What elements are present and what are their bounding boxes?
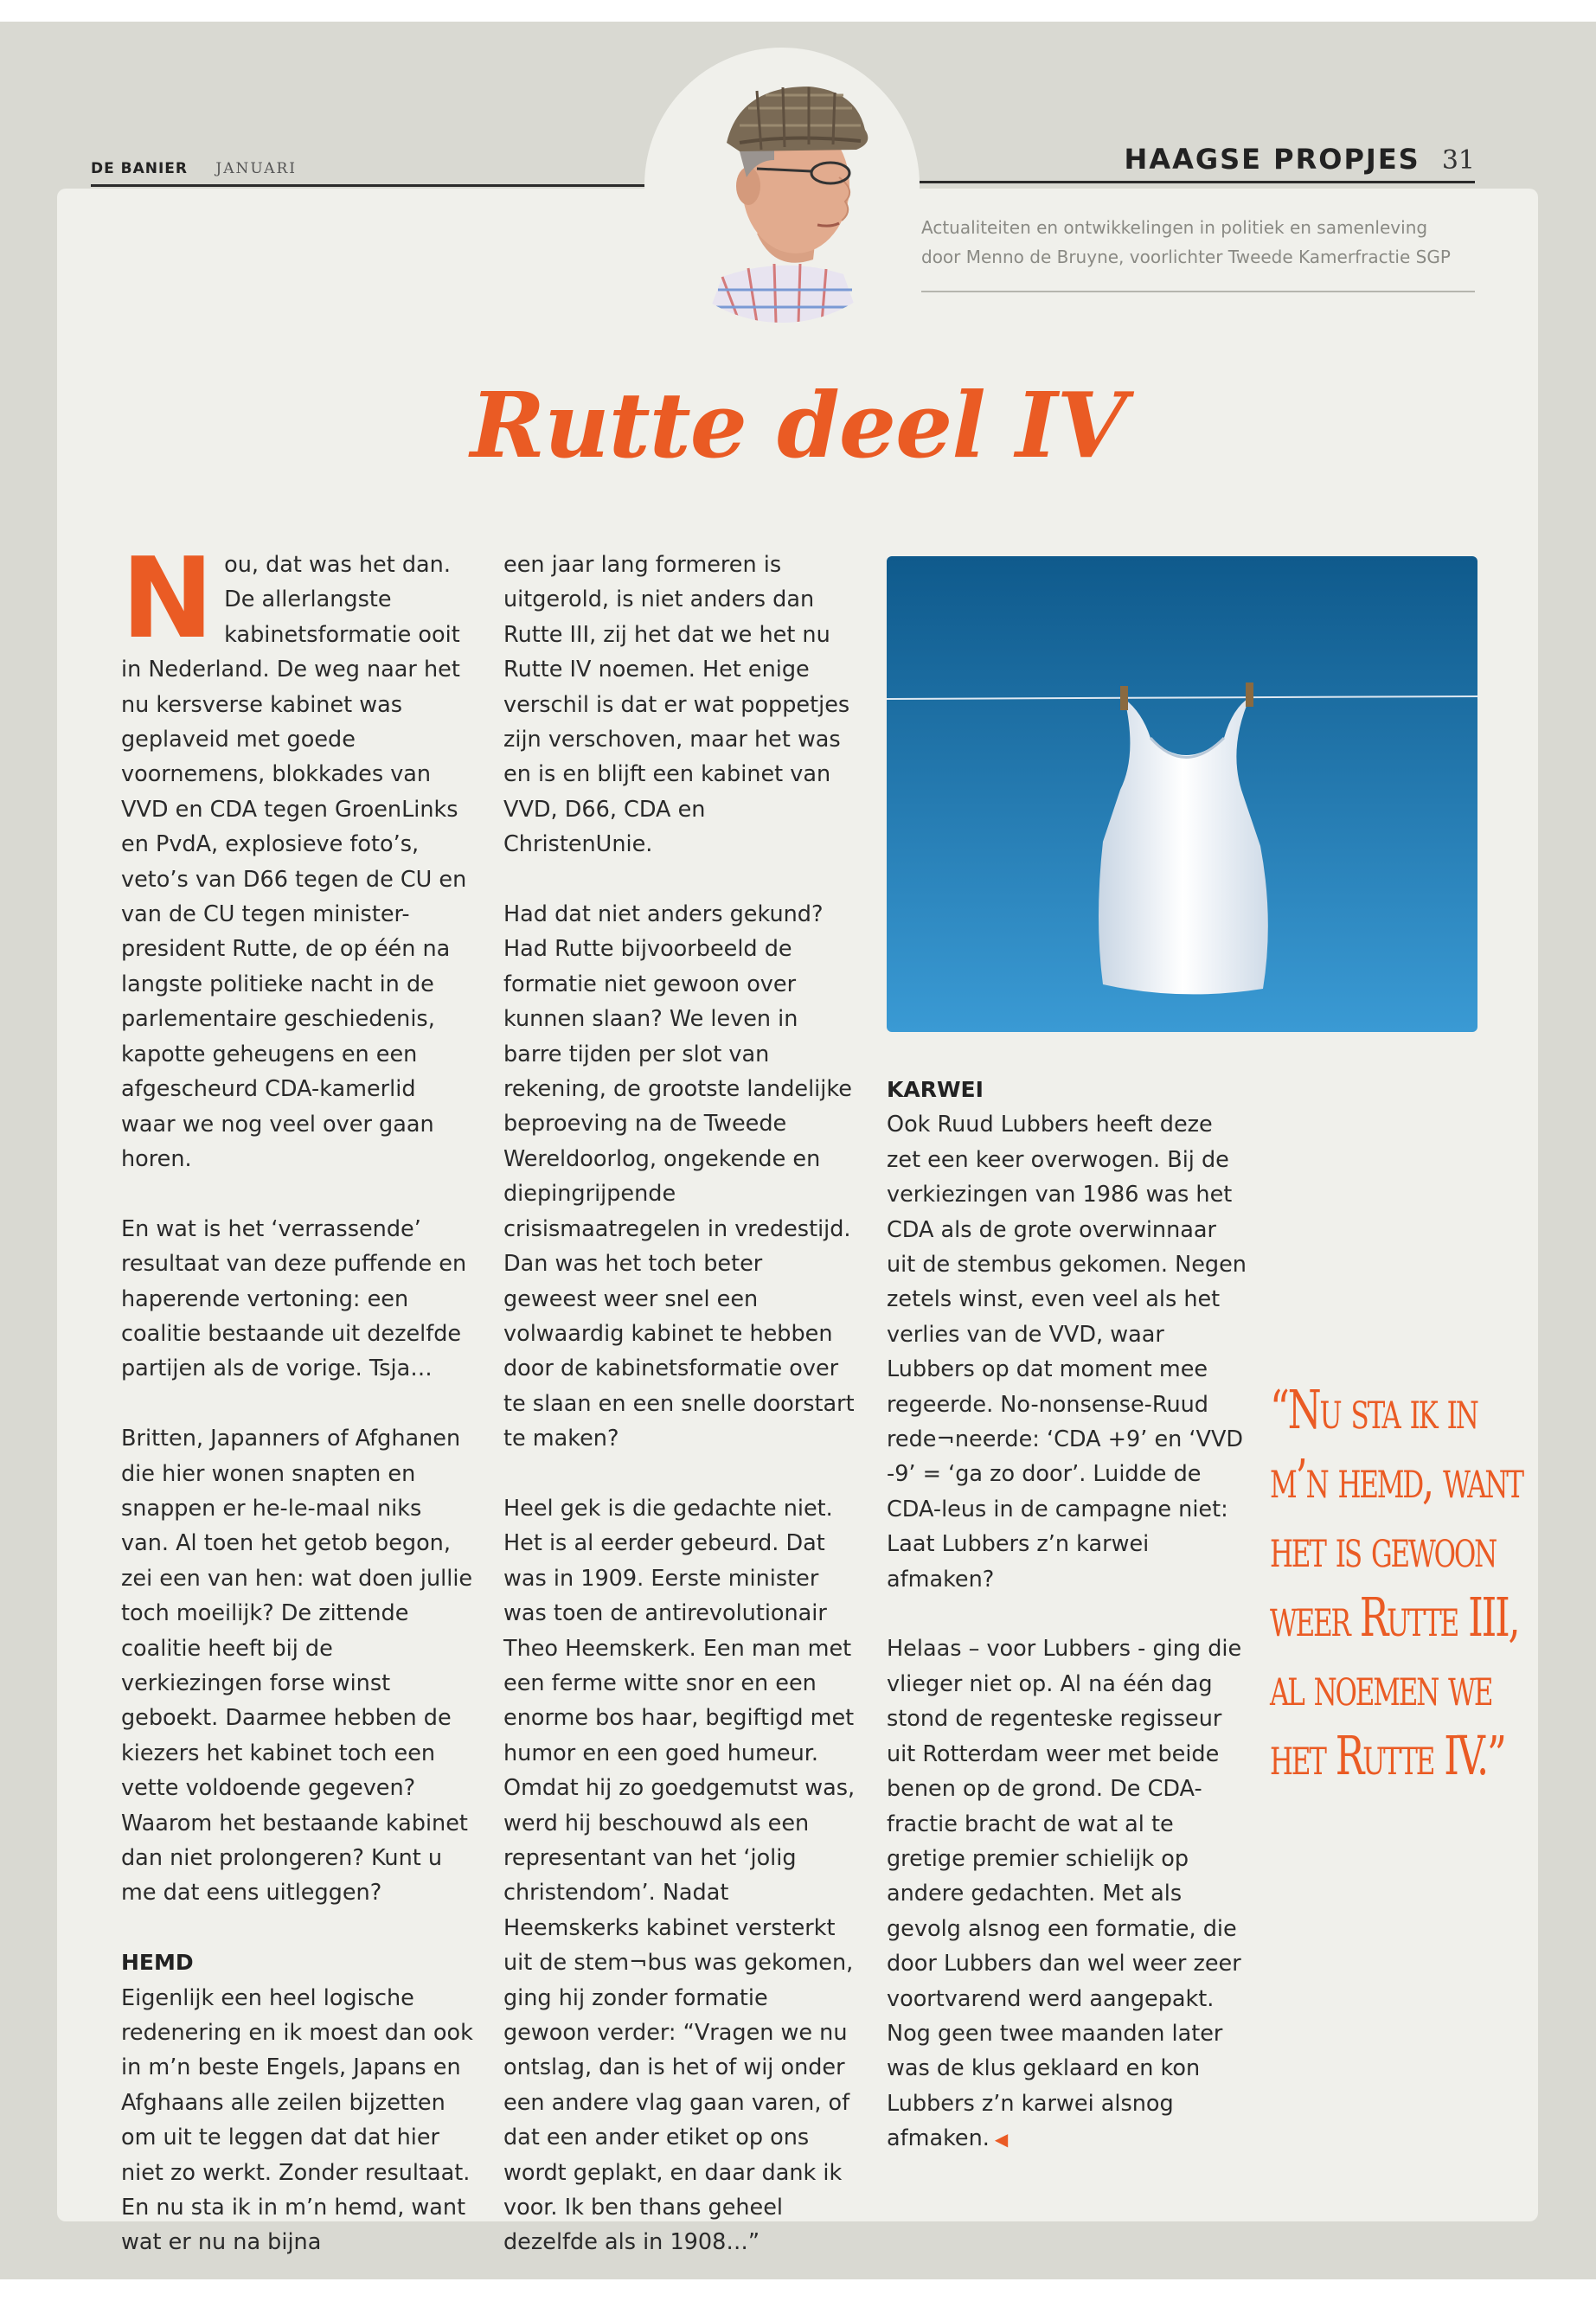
- running-header-right: [920, 143, 1475, 183]
- drop-cap: N: [121, 535, 215, 663]
- tagline-line-2: door Menno de Bruyne, voorlichter Tweede Kamerfractie SGP: [921, 247, 1451, 267]
- paragraph: [121, 535, 476, 1176]
- singlet-on-clothesline-illustration: [887, 556, 1477, 1032]
- magazine-name: DE BANIER: [91, 160, 189, 177]
- triangle-left-icon: ◀: [994, 2129, 1009, 2150]
- article-column-1: [121, 535, 476, 2295]
- section-title: HAAGSE PROPJES: [1124, 143, 1420, 176]
- issue-month: JANUARI: [215, 160, 297, 177]
- article-column-3: [887, 1073, 1250, 2192]
- page-number: 31: [1441, 145, 1475, 176]
- author-portrait-illustration: [644, 48, 920, 323]
- running-header-left: [91, 160, 644, 187]
- section-tagline: [921, 213, 1475, 292]
- paragraph: Had dat niet anders gekund? Had Rutte bijvoorbeeld de formatie niet gewoon over kunnen slaan? We leven in barre tijden per slot van rekening, de grootste landelijke beproeving na de Tweede Wereldoorlog, ongekende en diepingrijpende crisismaatregelen in vredestijd. Dan was het toch beter geweest weer snel een volwaardig kabinet te hebben door de kabinetsformatie over te slaan en een snelle doorstart te maken?: [503, 901, 855, 1452]
- paragraph: [887, 1631, 1250, 2157]
- tagline-line-1: Actualiteiten en ontwikkelingen in politiek en samenleving: [921, 217, 1428, 238]
- article-title: Rutte deel IV: [470, 372, 1126, 478]
- paragraph-text: Helaas – voor Lubbers - ging die vlieger niet op. Al na één dag stond de regenteske regisseur uit Rotterdam weer met beide benen op de grond. De CDA-fractie bracht de wat al te gretige premier schielijk op andere gedachten. Met als gevolg alsnog een formatie, die door Lubbers dan wel weer zeer voortvarend werd aangepakt. Nog geen twee maanden later was de klus geklaard en kon Lubbers z’n karwei alsnog afmaken.: [887, 1636, 1242, 2152]
- paragraph-text: ou, dat was het dan. De allerlangste kabinetsformatie ooit in Nederland. De weg naar het nu kersverse kabinet was geplaveid met goede voornemens, blokkades van VVD en CDA tegen GroenLinks en PvdA, explosieve foto’s, veto’s van D66 tegen de CU en van de CU tegen minister-president Rutte, de op één na langste politieke nacht in de parlementaire geschiedenis, kapotte geheugens en een afgescheurd CDA-kamerlid waar we nog veel over gaan horen.: [121, 552, 467, 1172]
- subheading-karwei: KARWEI: [887, 1077, 984, 1102]
- paragraph: Heel gek is die gedachte niet. Het is al eerder gebeurd. Dat was in 1909. Eerste minister was toen de antirevolutionair Theo Heemskerk. Een man met een ferme witte snor en een enorme bos haar, begiftigd met humor en een goed humeur. Omdat hij zo goedgemutst was, werd hij beschouwd als een representant van het ‘jolig christendom’. Nadat Heemskerks kabinet versterkt uit de stem¬bus was gekomen, ging hij zonder formatie gewoon verder: “Vragen we nu ontslag, dan is het of wij onder een andere vlag gaan varen, of dat een ander etiket op ons wordt geplakt, en daar dank ik voor. Ik ben thans geheel dezelfde als in 1908…”: [503, 1495, 856, 2256]
- paragraph: Eigenlijk een heel logische redenering en ik moest dan ook in m’n beste Engels, Japans en Afghaans alle zeilen bijzetten om uit te leggen dat dat hier niet zo werkt. Zonder resultaat. En nu sta ik in m’n hemd, want wat er nu na bijna: [121, 1984, 473, 2256]
- paragraph: een jaar lang formeren is uitgerold, is niet anders dan Rutte III, zij het dat we het nu Rutte IV noemen. Het enige verschil is dat er wat poppetjes zijn verschoven, maar het was en is en blijft een kabinet van VVD, D66, CDA en ChristenUnie.: [503, 552, 850, 858]
- singlet-photo: [887, 556, 1477, 1032]
- paragraph: En wat is het ‘verrassende’ resultaat van deze puffende en haperende vertoning: een coalitie bestaande uit dezelfde partijen als de vorige. Tsja…: [121, 1215, 467, 1382]
- paragraph: Britten, Japanners of Afghanen die hier wonen snapten en snappen er he-le-maal niks van. Al toen het getob begon, zei een van hen: wat doen jullie toch moeilijk? De zittende coalitie heeft bij de verkiezingen forse winst geboekt. Daarmee hebben de kiezers het kabinet toch een vette voldoende gegeven? Waarom het bestaande kabinet dan niet prolongeren? Kunt u me dat eens uitleggen?: [121, 1426, 473, 1907]
- author-portrait: [644, 48, 920, 323]
- pull-quote: “Nu sta ik in m’n hemd, want het is gewoon weer Rutte III, al noemen we het Rutte IV.”: [1270, 1378, 1522, 1787]
- article-column-2: [503, 548, 858, 2295]
- subheading-hemd: HEMD: [121, 1950, 194, 1976]
- paragraph: Ook Ruud Lubbers heeft deze zet een keer overwogen. Bij de verkiezingen van 1986 was het CDA als de grote overwinnaar uit de stembus gekomen. Negen zetels winst, even veel als het verlies van de VVD, waar Lubbers op dat moment mee regeerde. No-nonsense-Ruud rede¬neerde: ‘CDA +9’ en ‘VVD -9’ = ‘ga zo door’. Luidde de CDA-leus in de campagne niet: Laat Lubbers z’n karwei afmaken?: [887, 1112, 1247, 1593]
